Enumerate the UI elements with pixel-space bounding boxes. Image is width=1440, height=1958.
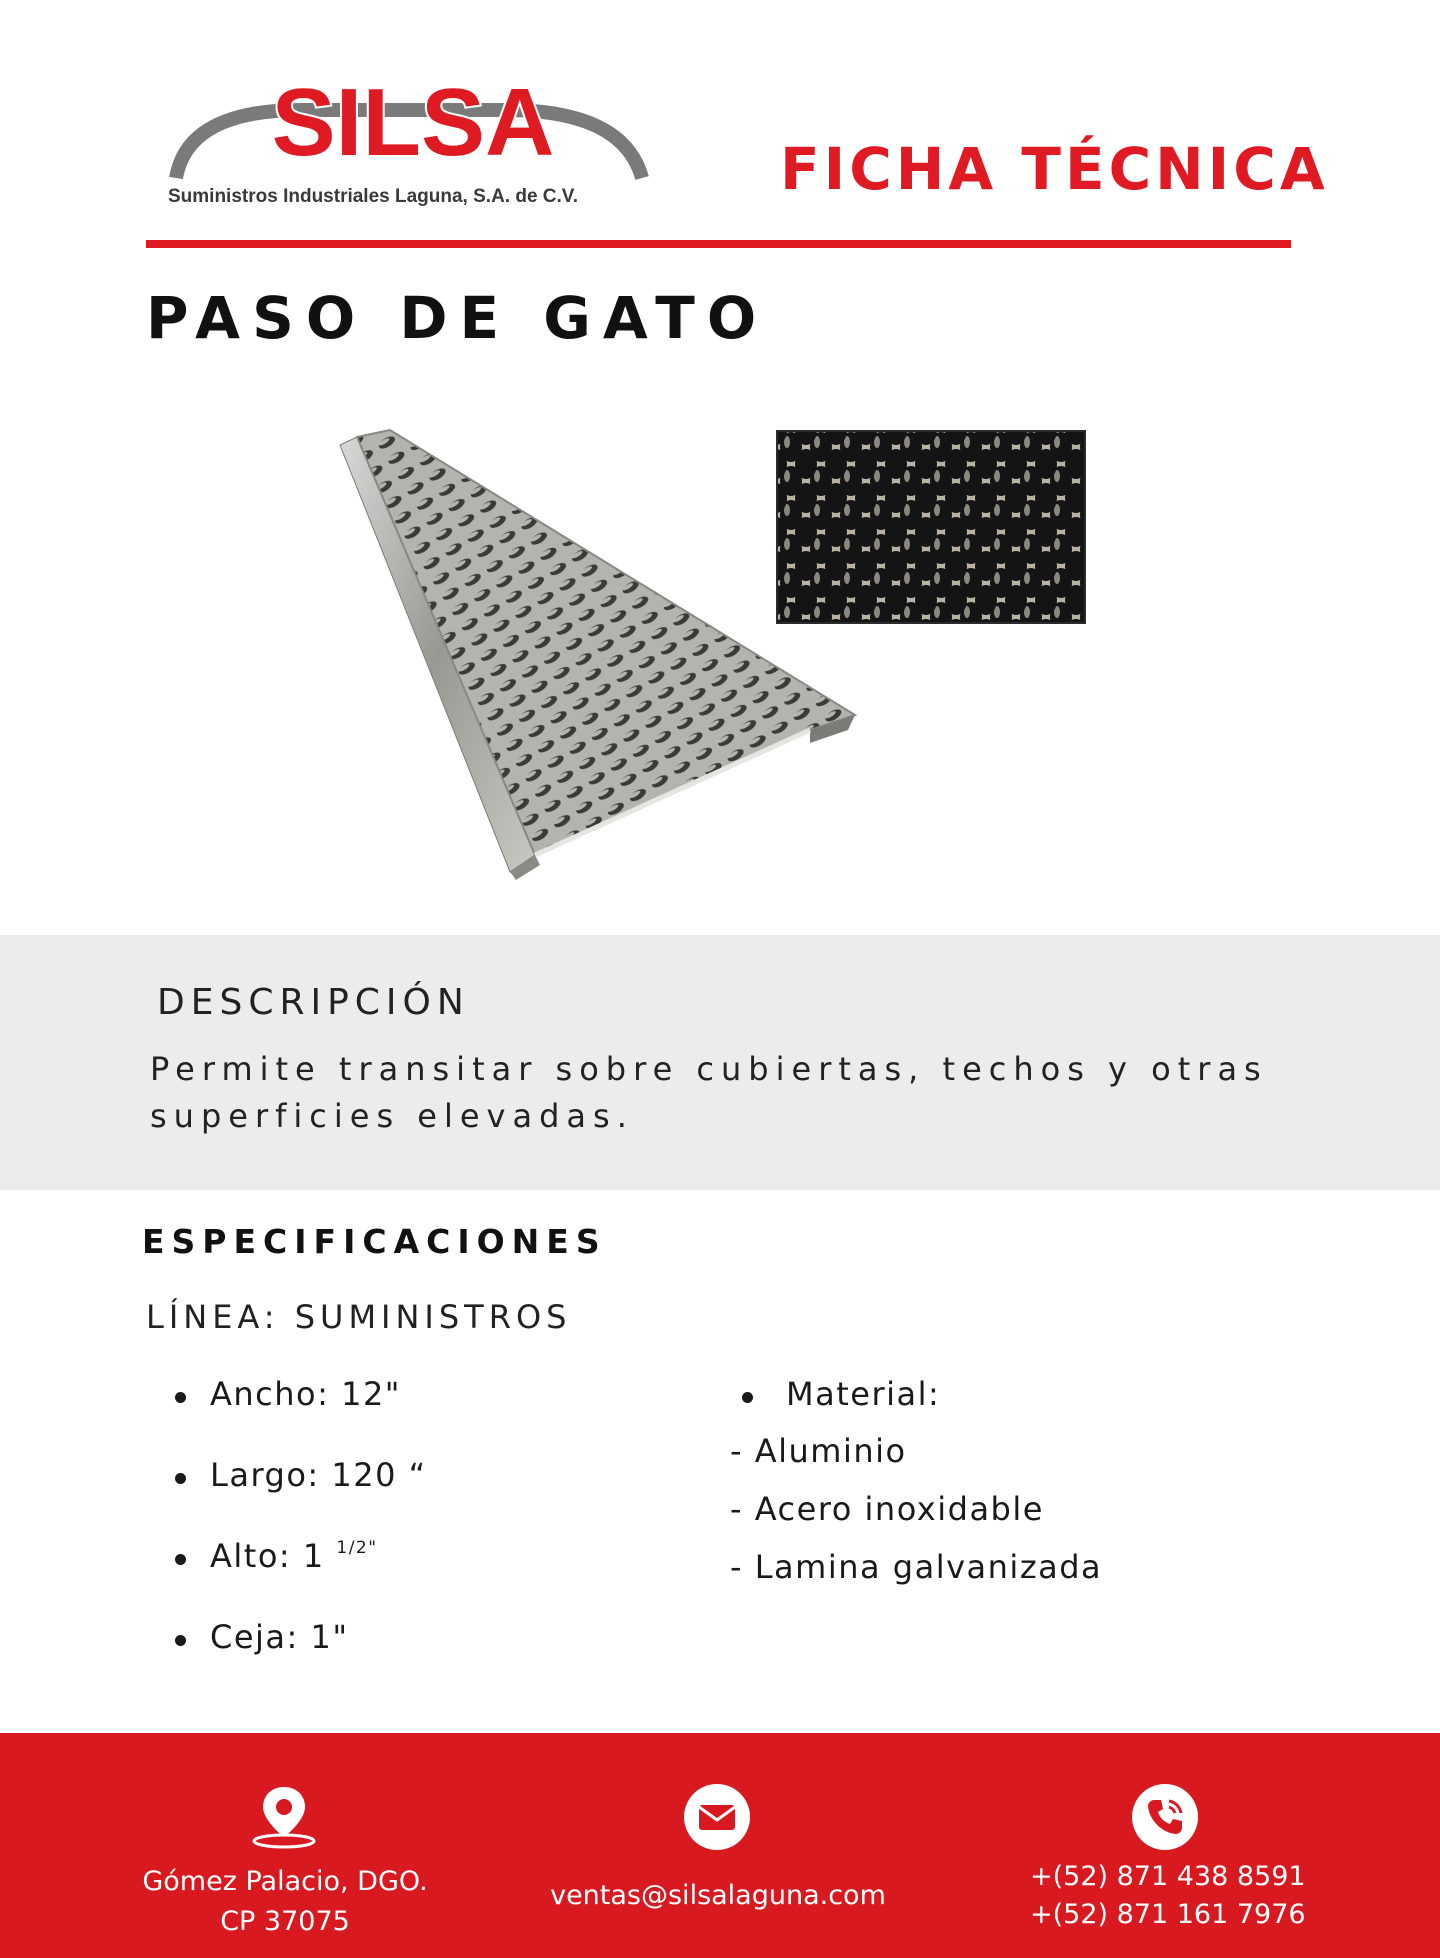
address-postal-code: CP 37075 (220, 1906, 350, 1937)
address-city: Gómez Palacio, DGO. (142, 1866, 428, 1897)
product-title: PASO DE GATO (146, 284, 769, 352)
material-item: - Acero inoxidable (730, 1490, 1044, 1528)
height-fraction: 1/2" (336, 1538, 378, 1558)
phone-numbers (1030, 1858, 1306, 1934)
envelope-icon[interactable] (684, 1784, 750, 1850)
address (135, 1862, 435, 1942)
silsa-logo (168, 70, 658, 210)
document-type-title: FICHA TÉCNICA (780, 135, 1329, 203)
description-text: Permite transitar sobre cubiertas, techos y otras superficies elevadas. (150, 1050, 1268, 1135)
phone-icon[interactable] (1132, 1784, 1198, 1850)
material-list (730, 1432, 1102, 1606)
grating-closeup-photo (776, 430, 1086, 624)
material-item: - Aluminio (730, 1432, 907, 1470)
spec-height: Alto: 1 $^{1/2"}$ (170, 1537, 427, 1618)
spec-length: Largo: 120 “ (170, 1456, 427, 1537)
material-item: - Lamina galvanizada (730, 1548, 1103, 1586)
location-pin-icon (251, 1783, 317, 1849)
email-link[interactable]: ventas@silsalaguna.com (550, 1880, 886, 1911)
header-divider (146, 240, 1291, 248)
brand-subtitle: Suministros Industriales Laguna, S.A. de C.V. (168, 186, 579, 207)
description-heading: DESCRIPCIÓN (157, 982, 470, 1023)
spec-width: Ancho: 12" (170, 1375, 427, 1456)
material-title: Material: (742, 1375, 940, 1413)
brand-name: SILSA (271, 70, 555, 176)
specifications-heading: ESPECIFICACIONES (142, 1222, 607, 1261)
dimension-list (170, 1375, 427, 1699)
phone-link[interactable]: +(52) 871 161 7976 (1030, 1899, 1306, 1930)
product-line: LÍNEA: SUMINISTROS (146, 1298, 572, 1336)
mesh-texture (776, 430, 1086, 624)
spec-lip: Ceja: 1" (170, 1618, 427, 1699)
phone-link[interactable]: +(52) 871 438 8591 (1030, 1861, 1306, 1892)
